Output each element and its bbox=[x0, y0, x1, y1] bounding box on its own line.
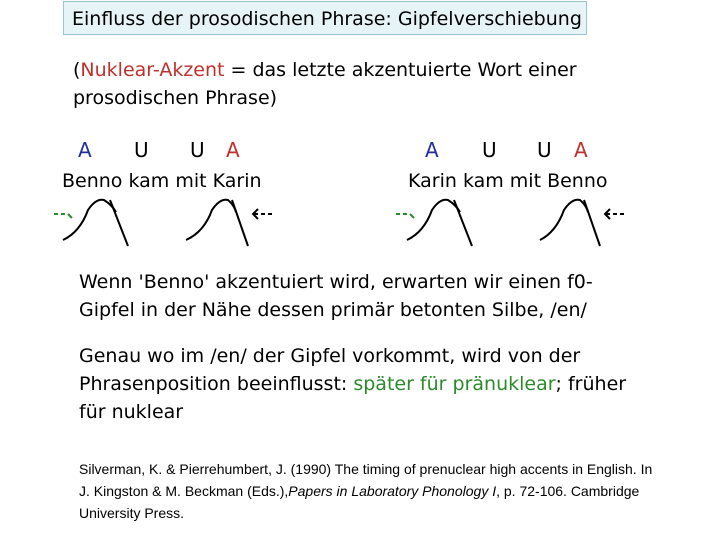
definition-rest: = das letzte akzentuierte Wort einer bbox=[224, 59, 577, 81]
example1-contours bbox=[54, 200, 272, 246]
green-arrowhead-left-2 bbox=[410, 214, 414, 218]
page-title: Einfluss der prosodischen Phrase: Gipfelverschiebung bbox=[72, 8, 582, 30]
contour-fall-late-2 bbox=[584, 200, 600, 246]
paragraph-1: Wenn 'Benno' akzentuiert wird, erwarten wir einen f0-Gipfel in der Nähe dessen primär betonten Silbe, /en/ bbox=[79, 271, 593, 321]
citation bbox=[79, 458, 659, 524]
definition-term: Nuklear-Akzent bbox=[80, 59, 225, 81]
contour-fall-early bbox=[110, 200, 128, 246]
example1-words: Benno kam mit Karin bbox=[62, 170, 262, 192]
contour-peak-early bbox=[63, 200, 116, 240]
example2-words: Karin kam mit Benno bbox=[408, 170, 608, 192]
contour-peak-early-2 bbox=[407, 200, 460, 240]
contour-peak-late-2 bbox=[540, 200, 588, 240]
example2-mark-u2: U bbox=[537, 138, 552, 162]
example1-mark-u2: U bbox=[190, 138, 205, 162]
example2-contours bbox=[396, 200, 626, 246]
paragraph-2-highlight: später für pränuklear bbox=[353, 373, 556, 395]
contour-fall-early-2 bbox=[454, 200, 472, 246]
paragraph-2-part1: Genau wo im /en/ der Gipfel vorkommt, wird von der Phrasenposition beeinflusst: bbox=[79, 345, 581, 395]
contour-fall-late bbox=[232, 200, 248, 246]
example2-mark-a2: A bbox=[574, 138, 588, 162]
citation-book-title: Papers in Laboratory Phonology I bbox=[288, 483, 497, 499]
green-arrowhead-left bbox=[68, 214, 72, 218]
example2-mark-a1: A bbox=[425, 138, 439, 162]
example1-mark-u1: U bbox=[134, 138, 149, 162]
example2-mark-u1: U bbox=[482, 138, 497, 162]
paragraph-2-part2: ; früher für nuklear bbox=[79, 373, 627, 423]
paragraph-2 bbox=[79, 342, 639, 426]
contour-peak-late bbox=[186, 200, 236, 240]
f0-contours bbox=[0, 0, 720, 260]
example1-mark-a1: A bbox=[78, 138, 92, 162]
citation-part2: , p. 72-106. Cambridge University Press. bbox=[79, 483, 640, 521]
definition-line2: prosodischen Phrase) bbox=[73, 87, 278, 109]
definition-open-paren: ( bbox=[73, 59, 81, 81]
citation-part1: Silverman, K. & Pierrehumbert, J. (1990) The timing of prenuclear high accents in English. In J. Kingston & M. Beckman (Eds.), bbox=[79, 461, 653, 499]
example1-mark-a2: A bbox=[226, 138, 240, 162]
